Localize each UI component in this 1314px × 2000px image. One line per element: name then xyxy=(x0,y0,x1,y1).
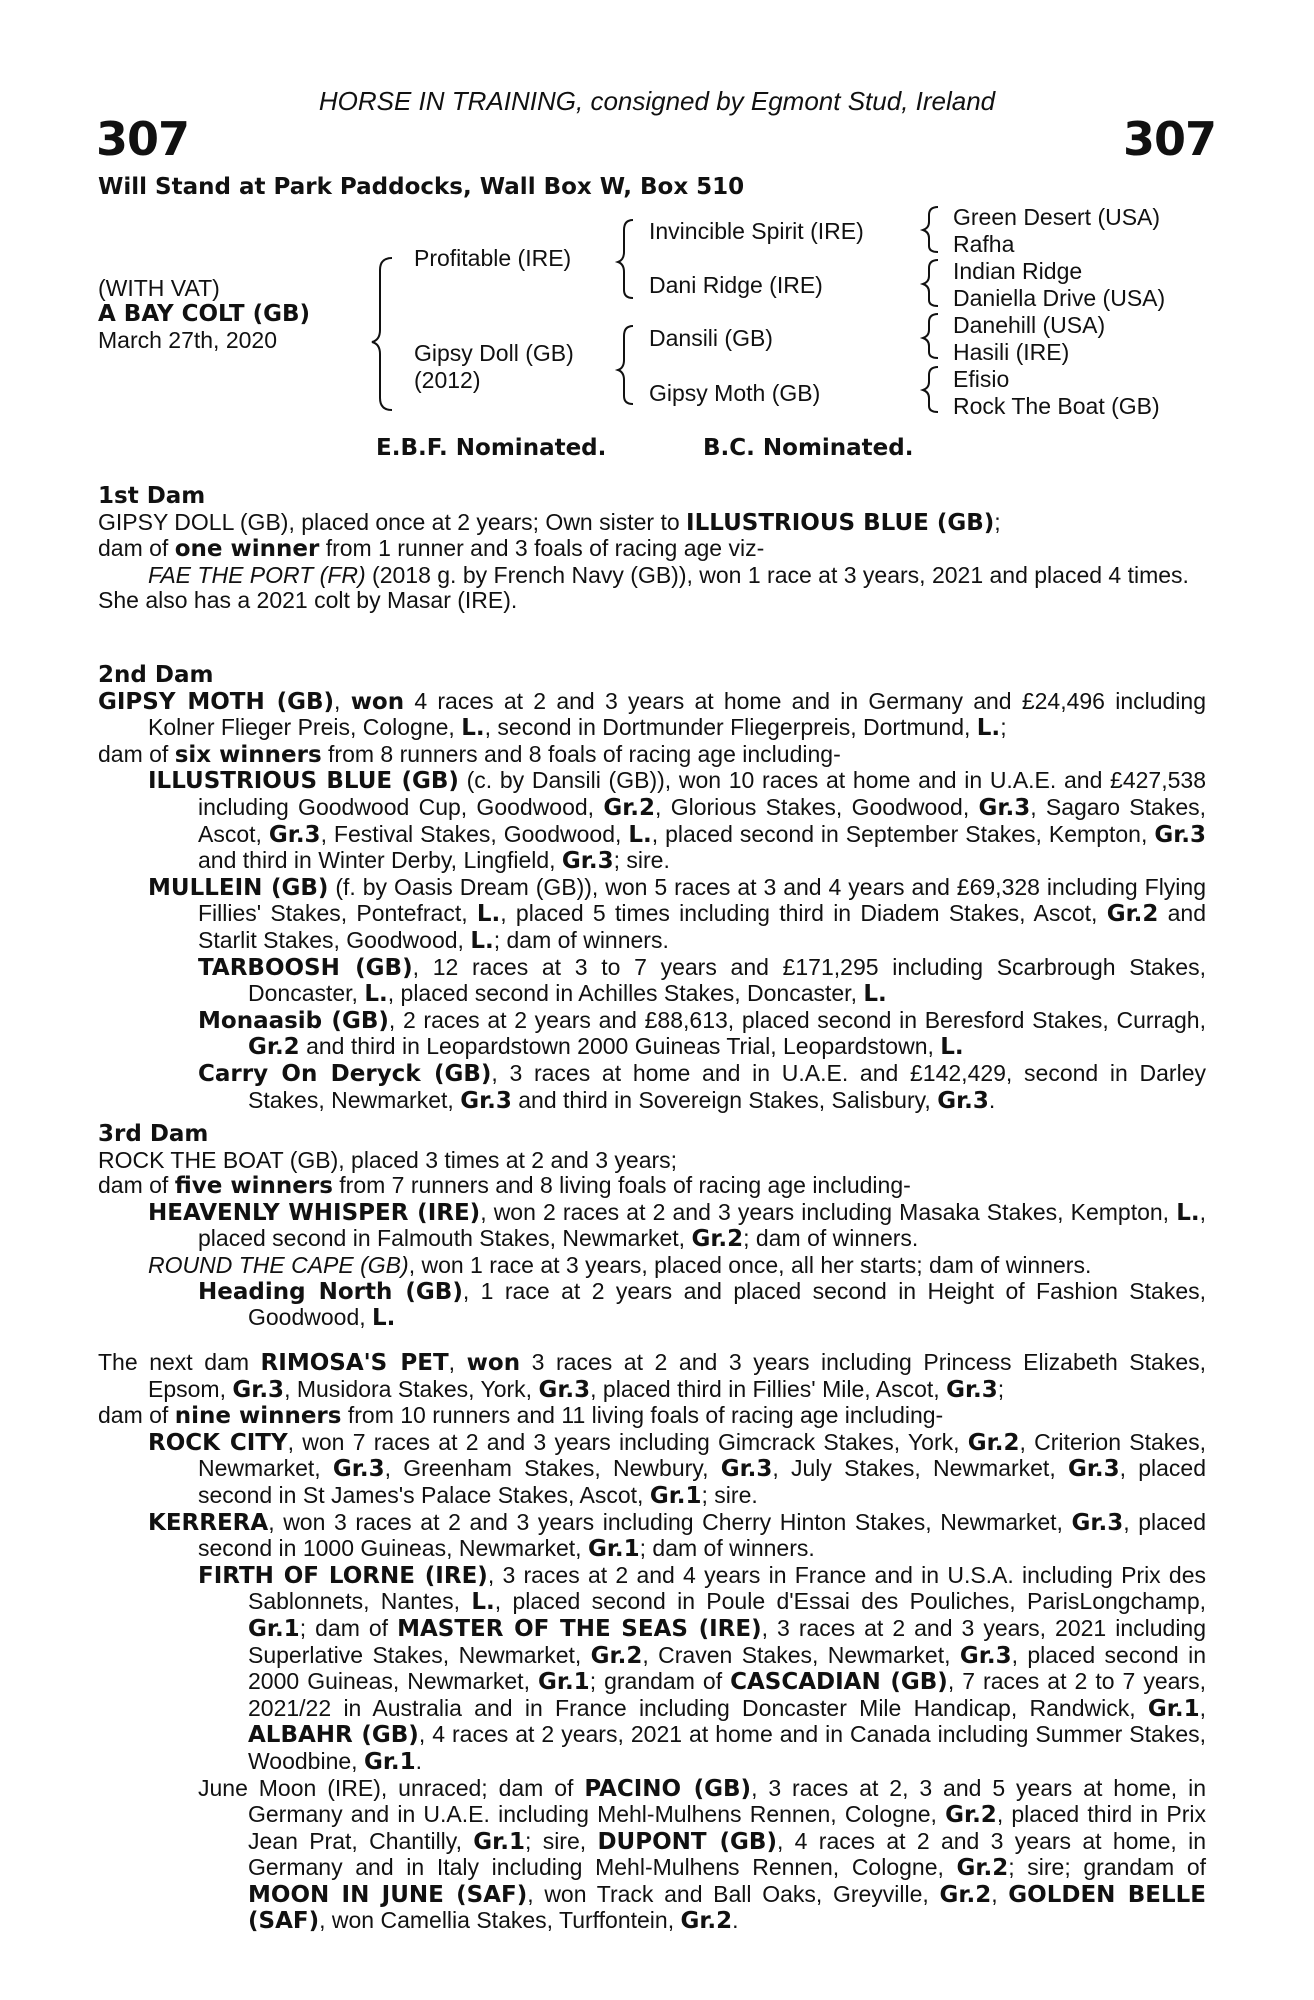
text-run: ; xyxy=(994,508,1001,535)
bold-text: L. xyxy=(628,821,652,848)
text-run: , Festival Stakes, Goodwood, xyxy=(320,820,629,847)
text-run: ; xyxy=(1000,714,1007,741)
pedigree-sire-sire: Invincible Spirit (IRE) xyxy=(649,218,864,244)
bold-text: Gr.1 xyxy=(363,1748,416,1775)
text-run: , placed second in Poule d'Essai des Pouliches, ParisLongchamp, xyxy=(494,1588,1207,1615)
text-run: , placed second in 1000 Guineas, Newmarket, xyxy=(198,1508,1207,1562)
text-run: GIPSY DOLL (GB), placed once at 2 years; Own sister to xyxy=(98,508,687,535)
vat-note: (WITH VAT) xyxy=(98,275,220,301)
text-run: The next dam xyxy=(98,1349,261,1375)
text-run: , placed third in Fillies' Mile, Ascot, xyxy=(590,1375,947,1402)
produce-entry xyxy=(98,1061,1206,1114)
text-run: , 2 races at 2 years and £88,613, placed second in Beresford Stakes, Curragh, xyxy=(388,1006,1206,1033)
text-run: (f. by Oasis Dream (GB)), won 5 races at 3 and 4 years and £69,328 including Flying Fillies' Stakes, Pontefract, xyxy=(198,873,1206,927)
produce-entry xyxy=(98,1430,1206,1510)
bold-text: HEAVENLY WHISPER (IRE) xyxy=(148,1199,481,1226)
section-title: 2nd Dam xyxy=(98,662,214,688)
pedigree-gen3-7: Efisio xyxy=(953,366,1010,392)
text-run: ; dam of winners. xyxy=(493,926,669,953)
text-run: ; sire. xyxy=(613,847,670,874)
bold-text: KERRERA xyxy=(148,1509,269,1536)
text-run: and third in Sovereign Stakes, Salisbury, xyxy=(511,1086,938,1113)
text-run: , 4 races at 2 years, 2021 at home and in Canada including Summer Stakes, Woodbine, xyxy=(248,1721,1207,1774)
pedigree-dam-year: (2012) xyxy=(414,367,481,393)
text-run: , Sagaro Stakes, Ascot, xyxy=(198,793,1207,847)
bold-text: CASCADIAN (GB) xyxy=(730,1669,948,1696)
third-dam-section xyxy=(98,1122,1206,1332)
text-run: ; grandam of xyxy=(589,1668,731,1695)
produce-summary xyxy=(98,536,1206,563)
bold-text: MULLEIN (GB) xyxy=(148,874,329,901)
bold-text: Gr.3 xyxy=(561,848,614,875)
pedigree-gen3-6: Hasili (IRE) xyxy=(953,339,1070,365)
text-run: , xyxy=(1199,1694,1206,1721)
text-run: , won 7 races at 2 and 3 years including Gimcrack Stakes, York, xyxy=(287,1428,968,1455)
bold-text: Carry On Deryck (GB) xyxy=(198,1060,492,1087)
bold-text: DUPONT (GB) xyxy=(597,1828,777,1855)
produce-entry xyxy=(98,1200,1206,1253)
produce-entry xyxy=(98,955,1206,1008)
bold-text: Gr.3 xyxy=(1071,1509,1124,1536)
text-run: , Criterion Stakes, Newmarket, xyxy=(198,1428,1206,1482)
text-run: and Starlit Stakes, Goodwood, xyxy=(198,900,1207,953)
bold-text: Heading North (GB) xyxy=(198,1278,463,1305)
bold-text: PACINO (GB) xyxy=(584,1775,752,1802)
text-run: , won Track and Ball Oaks, Greyville, xyxy=(527,1880,940,1907)
bold-text: RIMOSA'S PET xyxy=(260,1350,449,1376)
produce-summary xyxy=(98,742,1206,769)
text-run: dam of xyxy=(98,535,175,562)
text-run: dam of xyxy=(98,1172,175,1199)
text-run: 3 races at 2 and 3 years including Princess Elizabeth Stakes, Epsom, xyxy=(148,1349,1206,1402)
text-run: from 1 runner and 3 foals of racing age viz- xyxy=(319,535,765,562)
produce-entry xyxy=(98,1510,1206,1563)
text-run: , won Camellia Stakes, Turffontein, xyxy=(319,1907,681,1934)
bold-text: Gr.2 xyxy=(956,1855,1009,1882)
second-dam-section xyxy=(98,663,1206,1114)
text-run: , 12 races at 3 to 7 years and £171,295 including Scarbrough Stakes, Doncaster, xyxy=(248,953,1206,1007)
text-run: from 10 runners and 11 living foals of racing age including- xyxy=(341,1402,944,1429)
text-run: , placed second in September Stakes, Kempton, xyxy=(651,820,1155,847)
bc-nomination: B.C. Nominated. xyxy=(703,435,914,461)
produce-entry xyxy=(98,768,1206,874)
bold-text: Gr.2 xyxy=(590,1642,643,1669)
bold-text: ILLUSTRIOUS BLUE (GB) xyxy=(148,768,459,795)
pedigree-gen3-1: Green Desert (USA) xyxy=(953,204,1161,230)
pedigree-gen3-3: Indian Ridge xyxy=(953,258,1083,284)
dam-entry xyxy=(98,510,1206,537)
bold-text: Gr.3 xyxy=(946,1376,998,1403)
bold-text: won xyxy=(466,1350,521,1376)
bold-text: GOLDEN BELLE (SAF) xyxy=(248,1881,1206,1935)
catalogue-header: HORSE IN TRAINING, consigned by Egmont Stud, Ireland xyxy=(318,86,996,116)
text-run: 4 races at 2 and 3 years at home and in Germany and £24,496 including Kolner Flieger Preis, Cologne, xyxy=(148,687,1207,741)
bold-text: FIRTH OF LORNE (IRE) xyxy=(198,1562,488,1589)
bold-text: Gr.2 xyxy=(691,1226,744,1253)
produce-summary xyxy=(98,1403,1206,1430)
text-run: , Musidora Stakes, York, xyxy=(284,1375,539,1402)
bold-text: GIPSY MOTH (GB) xyxy=(98,688,335,715)
text-run: and third in Winter Derby, Lingfield, xyxy=(198,847,562,874)
bold-text: Gr.2 xyxy=(603,794,656,821)
bold-text: TARBOOSH (GB) xyxy=(198,954,413,981)
bold-text: Gr.1 xyxy=(473,1828,525,1855)
text-run: ; sire. xyxy=(701,1481,758,1508)
text-run: . xyxy=(732,1907,739,1934)
pedigree-sire: Profitable (IRE) xyxy=(414,245,572,271)
dam-entry xyxy=(98,1148,1206,1174)
bold-text: Gr.2 xyxy=(945,1802,997,1829)
bold-text: Gr.1 xyxy=(248,1615,300,1642)
text-run: , 3 races at 2, 3 and 5 years at home, in Germany and in U.A.E. including Mehl-Mulhens Rennen, Cologne, xyxy=(248,1774,1206,1828)
bold-text: Gr.3 xyxy=(232,1376,285,1403)
bold-text: L. xyxy=(470,927,494,954)
horse-name: A BAY COLT (GB) xyxy=(98,301,311,327)
pedigree-gen3-4: Daniella Drive (USA) xyxy=(953,285,1166,311)
bold-text: ILLUSTRIOUS BLUE (GB) xyxy=(686,509,995,536)
italic-text: FAE THE PORT (FR) xyxy=(148,561,366,588)
text-run: from 8 runners and 8 foals of racing age including- xyxy=(321,740,841,767)
text-run: , placed second in St James's Palace Stakes, Ascot, xyxy=(198,1455,1207,1508)
produce-entry xyxy=(98,1279,1206,1332)
produce-entry xyxy=(98,1008,1206,1061)
text-run: ; xyxy=(997,1375,1005,1402)
pedigree-dam-dam: Gipsy Moth (GB) xyxy=(649,380,821,406)
text-run: , 1 race at 2 years and placed second in Height of Fashion Stakes, Goodwood, xyxy=(248,1277,1207,1331)
bold-text: Gr.2 xyxy=(939,1881,992,1908)
stand-location: Will Stand at Park Paddocks, Wall Box W, Box 510 xyxy=(98,174,745,200)
bold-text: L. xyxy=(372,1305,396,1332)
bold-text: Gr.3 xyxy=(720,1456,773,1483)
italic-text: ROUND THE CAPE (GB) xyxy=(148,1251,409,1278)
text-run: (c. by Dansili (GB)), won 10 races at home and in U.A.E. and £427,538 including Goodwood Cup, Goodwood, xyxy=(198,767,1206,820)
bold-text: L. xyxy=(863,981,887,1008)
text-run: ; dam of winners. xyxy=(743,1225,919,1252)
bold-text: Gr.1 xyxy=(538,1669,590,1696)
dam-entry xyxy=(98,689,1206,742)
bold-text: Gr.2 xyxy=(680,1908,733,1935)
text-run: , 4 races at 2 and 3 years at home, in Germany and in Italy including Mehl-Mulhens Rennen, Cologne, xyxy=(248,1827,1206,1881)
text-run: , xyxy=(448,1349,467,1375)
text-run: , won 3 races at 2 and 3 years including Cherry Hinton Stakes, Newmarket, xyxy=(268,1508,1072,1535)
bold-text: Gr.3 xyxy=(1154,821,1206,848)
pedigree-gen3-8: Rock The Boat (GB) xyxy=(953,393,1160,419)
text-run: , won 1 race at 3 years, placed once, all her starts; dam of winners. xyxy=(408,1251,1092,1278)
text-run: She also has a 2021 colt by Masar (IRE). xyxy=(98,587,518,614)
pedigree-gen3-2: Rafha xyxy=(953,231,1015,257)
produce-summary xyxy=(98,1173,1206,1200)
text-run: , placed second in Falmouth Stakes, Newmarket, xyxy=(198,1198,1206,1252)
lot-number-right: 307 xyxy=(1122,112,1216,166)
text-run: , 3 races at home and in U.A.E. and £142,429, second in Darley Stakes, Newmarket, xyxy=(248,1059,1206,1113)
text-run: ROCK THE BOAT (GB), placed 3 times at 2 and 3 years; xyxy=(98,1146,678,1173)
text-run: June Moon (IRE), unraced; dam of xyxy=(198,1774,585,1801)
bold-text: Gr.1 xyxy=(1147,1695,1200,1722)
dam-entry xyxy=(98,1350,1206,1403)
text-run: dam of xyxy=(98,1402,175,1429)
section-title: 3rd Dam xyxy=(98,1121,209,1147)
text-run: (2018 g. by French Navy (GB)), won 1 race at 3 years, 2021 and placed 4 times. xyxy=(365,561,1189,588)
produce-entry xyxy=(98,1253,1206,1279)
pedigree-dam: Gipsy Doll (GB) xyxy=(414,340,574,366)
text-run: , placed second in 2000 Guineas, Newmarket, xyxy=(248,1641,1207,1695)
bold-text: Gr.2 xyxy=(1106,901,1159,928)
produce-entry xyxy=(98,1563,1206,1776)
pedigree-dam-sire: Dansili (GB) xyxy=(649,325,773,351)
bold-text: six winners xyxy=(174,741,322,768)
text-run: . xyxy=(415,1747,423,1774)
text-run: ; sire; grandam of xyxy=(1008,1854,1206,1881)
bold-text: L. xyxy=(364,981,388,1008)
bold-text: won xyxy=(350,688,405,715)
text-run: , Glorious Stakes, Goodwood, xyxy=(655,793,979,820)
first-dam-section xyxy=(98,484,1206,614)
bold-text: Gr.3 xyxy=(959,1642,1012,1669)
produce-entry xyxy=(98,875,1206,955)
bold-text: Gr.3 xyxy=(332,1456,385,1483)
text-run: , Greenham Stakes, Newbury, xyxy=(384,1455,721,1482)
bold-text: five winners xyxy=(174,1173,333,1200)
next-dam-section xyxy=(98,1350,1206,1935)
bold-text: Gr.3 xyxy=(978,794,1031,821)
text-run: , xyxy=(334,687,351,714)
section-title: 1st Dam xyxy=(98,483,206,509)
text-run: , 3 races at 2 and 4 years in France and in U.S.A. including Prix des Sablonnets, Nantes, xyxy=(248,1561,1207,1615)
ebf-nomination: E.B.F. Nominated. xyxy=(376,435,607,461)
bold-text: ALBAHR (GB) xyxy=(248,1722,419,1749)
bold-text: L. xyxy=(471,1589,495,1616)
bold-text: Gr.2 xyxy=(248,1034,300,1061)
bold-text: L. xyxy=(476,901,501,928)
bold-text: Gr.3 xyxy=(937,1087,989,1114)
text-run: . xyxy=(988,1086,996,1113)
text-run: , 3 races at 2 and 3 years, 2021 including Superlative Stakes, Newmarket, xyxy=(248,1614,1207,1668)
bold-text: MOON IN JUNE (SAF) xyxy=(248,1881,528,1908)
foaling-date: March 27th, 2020 xyxy=(98,327,278,353)
text-run: ; dam of winners. xyxy=(639,1535,815,1562)
text-run: , won 2 races at 2 and 3 years including Masaka Stakes, Kempton, xyxy=(480,1198,1177,1225)
text-run: ; sire, xyxy=(524,1827,598,1854)
text-run: from 7 runners and 8 living foals of racing age including- xyxy=(332,1172,911,1199)
text-run: , placed third in Prix Jean Prat, Chantilly, xyxy=(248,1801,1207,1854)
bold-text: nine winners xyxy=(174,1403,342,1430)
produce-note xyxy=(98,588,1206,614)
text-run: dam of xyxy=(98,740,175,767)
bold-text: Gr.3 xyxy=(460,1087,512,1114)
bold-text: one winner xyxy=(174,536,320,563)
text-run: , Craven Stakes, Newmarket, xyxy=(642,1641,960,1668)
pedigree-sire-dam: Dani Ridge (IRE) xyxy=(649,272,823,298)
text-run: , second in Dortmunder Fliegerpreis, Dortmund, xyxy=(484,714,977,741)
text-run: , 7 races at 2 to 7 years, 2021/22 in Australia and in France including Doncaster Mile Handicap, Randwick, xyxy=(248,1668,1206,1721)
lot-number-left: 307 xyxy=(96,112,190,166)
bold-text: Gr.3 xyxy=(268,821,321,848)
text-run: , placed second in Achilles Stakes, Doncaster, xyxy=(387,980,864,1007)
bold-text: L. xyxy=(940,1034,964,1061)
bold-text: L. xyxy=(461,715,485,742)
bold-text: L. xyxy=(1176,1199,1200,1226)
produce-entry xyxy=(98,563,1206,589)
bold-text: ROCK CITY xyxy=(148,1429,288,1456)
text-run: , placed 5 times including third in Diadem Stakes, Ascot, xyxy=(500,900,1107,927)
text-run: , July Stakes, Newmarket, xyxy=(772,1455,1068,1482)
bold-text: Gr.2 xyxy=(967,1429,1020,1456)
bold-text: Gr.1 xyxy=(649,1482,702,1509)
bold-text: Monaasib (GB) xyxy=(198,1007,389,1034)
produce-entry xyxy=(98,1776,1206,1936)
text-run: , xyxy=(991,1880,1009,1907)
bold-text: Gr.1 xyxy=(587,1536,640,1563)
bold-text: Gr.3 xyxy=(1067,1456,1120,1483)
text-run: ; dam of xyxy=(299,1614,398,1641)
bold-text: L. xyxy=(976,715,1001,742)
bold-text: MASTER OF THE SEAS (IRE) xyxy=(397,1615,762,1642)
text-run: and third in Leopardstown 2000 Guineas Trial, Leopardstown, xyxy=(299,1033,941,1060)
bold-text: Gr.3 xyxy=(538,1376,591,1403)
pedigree-gen3-5: Danehill (USA) xyxy=(953,312,1106,338)
